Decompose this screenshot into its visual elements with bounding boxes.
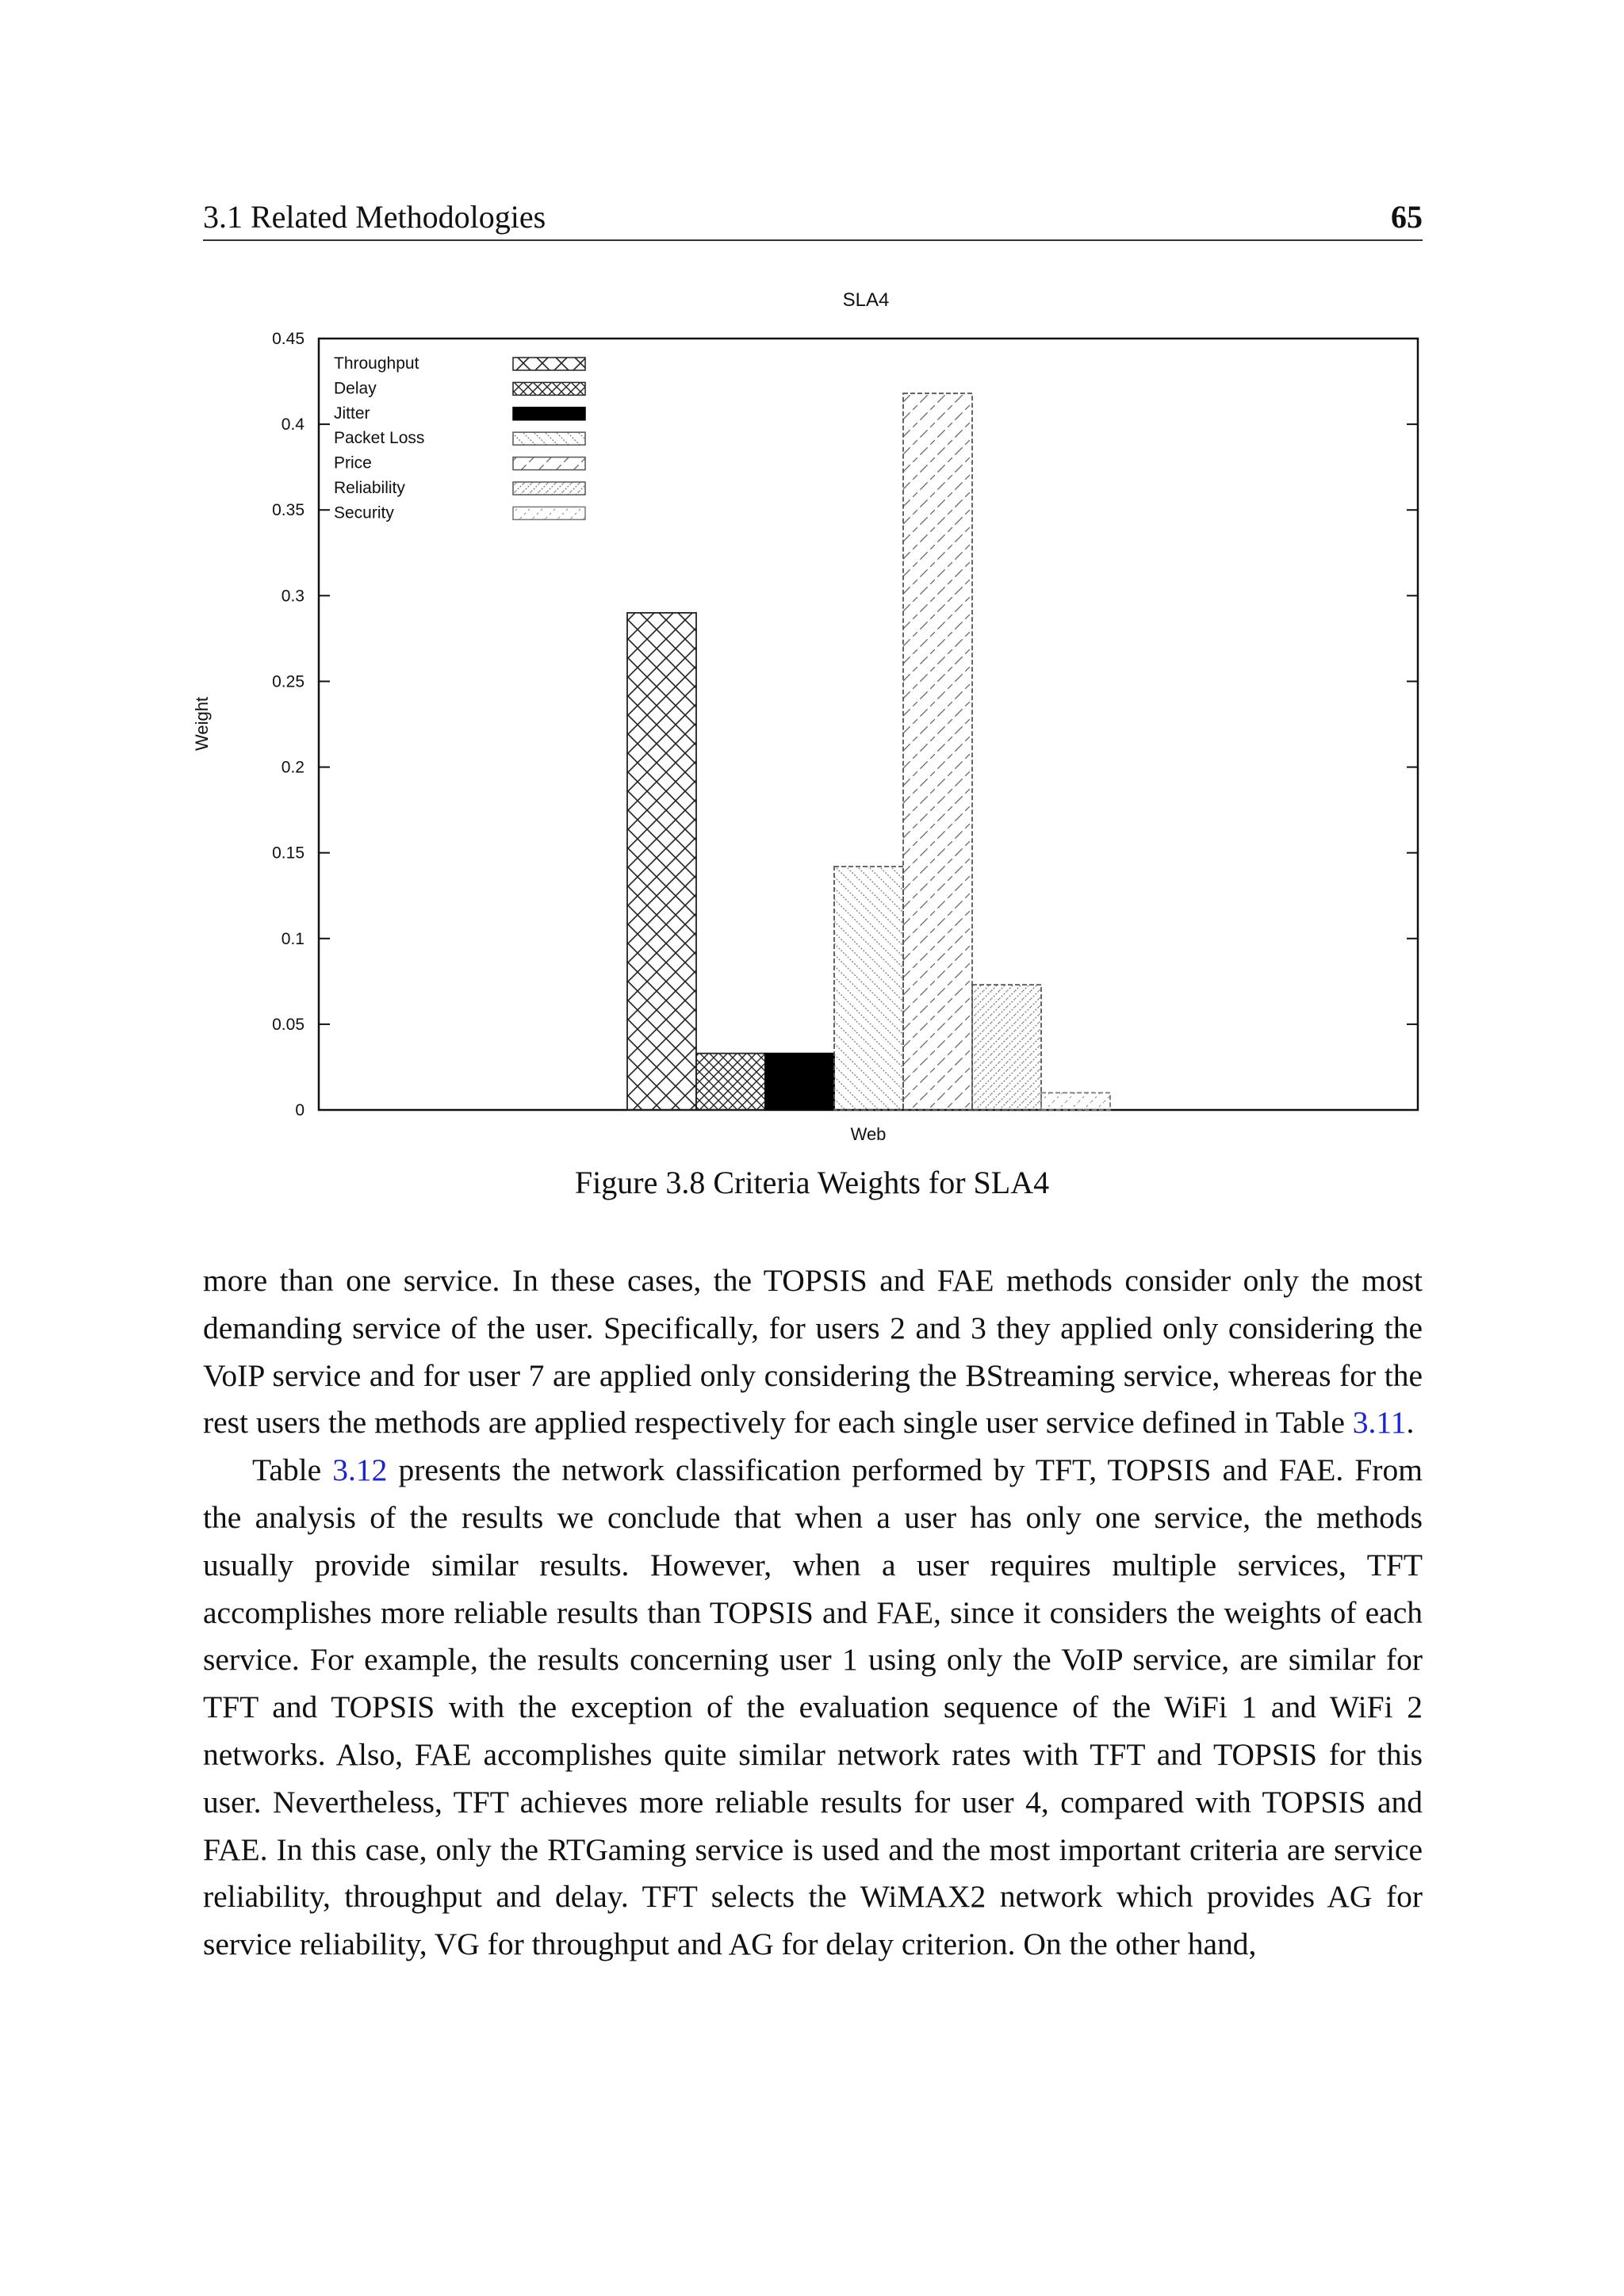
running-head [203,195,1423,241]
legend-label: Reliability [334,479,405,497]
y-tick-label: 0.2 [281,758,304,777]
legend-label: Delay [334,379,377,398]
paragraph-text: Table [252,1452,333,1488]
legend [334,354,585,522]
bar-security [1041,1093,1110,1110]
y-axis-label: Weight [192,696,212,752]
bar-packet-loss [834,867,903,1110]
paragraph [203,1447,1423,1969]
table-ref-link[interactable]: 3.12 [332,1452,388,1488]
criteria-weights-chart [190,277,1443,1158]
y-tick-label: 0.3 [281,587,304,606]
chart-title: SLA4 [842,289,890,311]
legend-label: Price [334,453,372,473]
legend-swatch [513,507,585,519]
y-tick-label: 0.1 [281,929,304,948]
bars [627,393,1110,1110]
body-text [203,1257,1423,1969]
legend-swatch [513,432,585,445]
legend-swatch [513,358,585,370]
y-tick-label: 0.4 [281,415,304,434]
legend-label: Throughput [334,354,419,373]
bar-reliability [972,985,1041,1110]
y-tick-label: 0 [295,1101,304,1119]
bar-jitter [765,1054,834,1110]
section-title: 3.1 Related Methodologies [203,199,546,235]
y-tick-label: 0.15 [272,844,304,863]
x-axis-label: Web [850,1124,887,1144]
legend-label: Security [334,503,394,522]
legend-label: Jitter [334,404,370,423]
paragraph [203,1257,1423,1447]
figure-caption: Figure 3.8 Criteria Weights for SLA4 [574,1165,1050,1200]
table-ref-link[interactable]: 3.11 [1352,1405,1407,1441]
legend-swatch [513,382,585,395]
bar-throughput [627,613,696,1110]
y-tick-label: 0.25 [272,672,304,691]
legend-swatch [513,408,585,420]
legend-label: Packet Loss [334,429,425,448]
bar-delay [696,1054,765,1110]
bar-price [903,393,972,1110]
y-tick-label: 0.35 [272,501,304,520]
legend-swatch [513,457,585,470]
legend-swatch [513,482,585,495]
paragraph-text: . [1406,1405,1415,1441]
y-tick-label: 0.45 [272,330,304,348]
paragraph-text: presents the network classification performed by TFT, TOPSIS and FAE. From the analysis of the results we conclude that when a user has only one service, the methods usually provide similar results. However, when a user requires multiple services, TFT accomplishes more reliable results than TOPSIS and FAE, since it considers the weights of each service. For example, the results concerning user 1 using only the VoIP service, are similar for TFT and TOPSIS with the exception of the evaluation sequence of the WiFi 1 and WiFi 2 networks. Also, FAE accomplishes quite similar network rates with TFT and TOPSIS for this user. Nevertheless, TFT achieves more reliable results for user 4, compared with TOPSIS and FAE. In this case, only the RTGaming service is used and the most important criteria are service reliability, throughput and delay. TFT selects the WiMAX2 network which provides AG for service reliability, VG for throughput and AG for delay criterion. On the other hand, [203,1452,1423,1962]
y-tick-label: 0.05 [272,1015,304,1034]
paragraph-text: more than one service. In these cases, the TOPSIS and FAE methods consider only the most demanding service of the user. Specifically, for users 2 and 3 they applied only considering the VoIP service and for user 7 are applied only considering the BStreaming service, whereas for the rest users the methods are applied respectively for each single user service defined in Table [203,1263,1423,1441]
page-number: 65 [1391,199,1423,235]
